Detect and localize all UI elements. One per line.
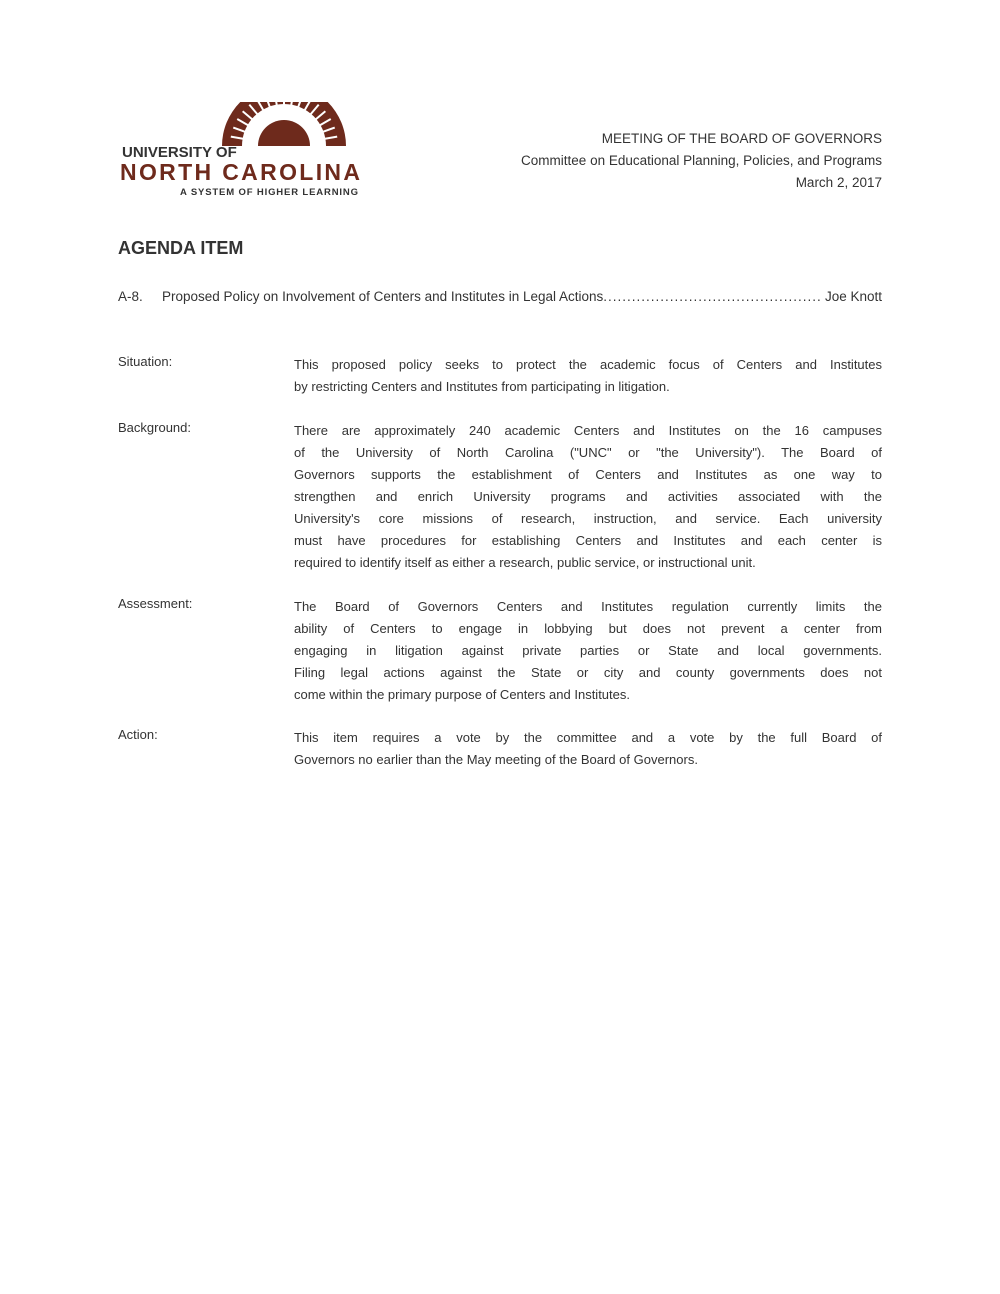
item-title: Proposed Policy on Involvement of Centers and Institutes in Legal Actions xyxy=(162,289,604,304)
section-label: Assessment: xyxy=(118,596,193,611)
logo-line3: A SYSTEM OF HIGHER LEARNING xyxy=(180,187,358,198)
text-line: Governors no earlier than the May meeting of the Board of Governors. xyxy=(294,752,698,767)
text-line: The Board of Governors Centers and Institutes regulation currently limits the xyxy=(294,599,882,614)
agenda-item xyxy=(118,289,882,304)
text-line: This item requires a vote by the committee and a vote by the full Board of xyxy=(294,730,882,745)
agenda-heading: AGENDA ITEM xyxy=(118,238,244,258)
text-line: This proposed policy seeks to protect the academic focus of Centers and Institutes xyxy=(294,357,882,372)
text-line: of the University of North Carolina ("UNC" or "the University"). The Board of xyxy=(294,445,882,460)
section-label: Background: xyxy=(118,420,191,435)
leader-dots: .............................................. xyxy=(603,289,822,304)
text-line: strengthen and enrich University programs and activities associated with the xyxy=(294,489,882,504)
sunburst-logo-icon xyxy=(118,102,368,202)
section-label: Situation: xyxy=(118,354,173,369)
logo-line1: UNIVERSITY OF xyxy=(122,144,237,161)
section-label: Action: xyxy=(118,727,158,742)
meeting-header xyxy=(521,128,882,194)
unc-logo xyxy=(118,102,368,202)
text-line: Filing legal actions against the State or city and county governments does not xyxy=(294,665,882,680)
section-body xyxy=(294,354,882,398)
text-line: must have procedures for establishing Centers and Institutes and each center is xyxy=(294,533,882,548)
section-body xyxy=(294,727,882,771)
text-line: by restricting Centers and Institutes from participating in litigation. xyxy=(294,379,670,394)
text-line: Governors supports the establishment of Centers and Institutes as one way to xyxy=(294,467,882,482)
committee-name: Committee on Educational Planning, Policies, and Programs xyxy=(521,153,882,168)
item-number: A-8. xyxy=(118,289,143,304)
text-line: engaging in litigation against private parties or State and local governments. xyxy=(294,643,882,658)
text-line: come within the primary purpose of Centers and Institutes. xyxy=(294,687,630,702)
logo-line2: NORTH CAROLINA xyxy=(120,159,360,185)
section-body xyxy=(294,596,882,706)
section-body xyxy=(294,420,882,574)
meeting-date: March 2, 2017 xyxy=(795,175,882,190)
text-line: required to identify itself as either a research, public service, or instructional unit. xyxy=(294,555,756,570)
item-presenter: Joe Knott xyxy=(824,289,882,304)
meeting-title: MEETING OF THE BOARD OF GOVERNORS xyxy=(601,131,882,146)
text-line: ability of Centers to engage in lobbying but does not prevent a center from xyxy=(294,621,882,636)
text-line: University's core missions of research, instruction, and service. Each university xyxy=(294,511,882,526)
text-line: There are approximately 240 academic Centers and Institutes on the 16 campuses xyxy=(294,423,882,438)
